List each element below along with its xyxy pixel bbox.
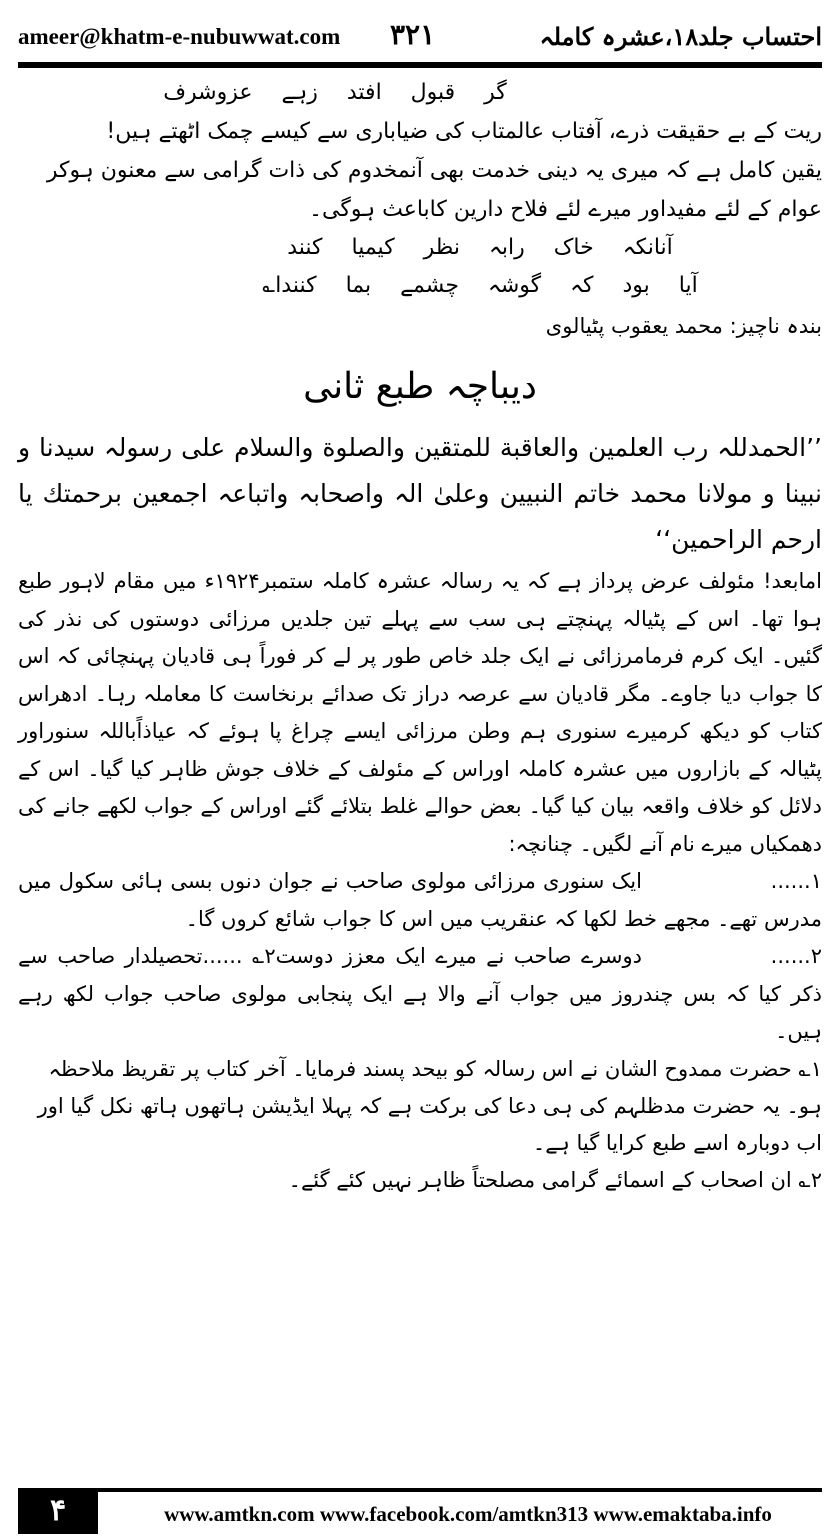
footer-page-number: ۴ [18, 1488, 98, 1534]
author-signature: بندہ ناچیز: محمد یعقوب پٹیالوی [545, 314, 822, 338]
page-footer [18, 1488, 822, 1534]
persian-verse-1: آنانکہ خاک رابہ نظر کیمیا کنند [287, 235, 673, 260]
intro-paragraph-2: یقین کامل ہے کہ میری یہ دینی خدمت بھی آنمخدوم کی ذات گرامی سے معنون ہوکر عوام کے لئے مفیداور میرے لئے فلاح دارین کاباعث ہوگی۔ [46, 158, 822, 222]
header-rule [18, 62, 822, 68]
list-item-2-number: ۲...... [770, 944, 823, 968]
section-heading: دیباچہ طبع ثانی [303, 366, 537, 407]
page-content [18, 74, 822, 1199]
header-book-title: احتساب جلد۱۸،عشرہ کاملہ [539, 22, 822, 51]
section-body-paragraph: امابعد! مئولف عرض پرداز ہے کہ یہ رسالہ عشرہ کاملہ ستمبر۱۹۲۴ء میں مقام لاہور طبع ہوا تھا۔ اس کے پٹیالہ پہنچتے ہی سب سے پہلے تین جلدیں مرزائی دوستوں کی نذر کی گئیں۔ ایک کرم فرمامرزائی نے ایک جلد خاص طور پر لے کر فوراً ہی قادیان پہنچائی کہ اس کا جواب دیا جاوے۔ مگر قادیان سے عرصہ دراز تک صدائے برنخاست کا معاملہ رہا۔ ادھراس کتاب کو دیکھ کرمیرے سنوری ہم وطن مرزائی ایسے چراغ پا ہوئے کہ عیاذاًباللہ سنوراور پٹیالہ کے بازاروں میں عشرہ کاملہ اوراس کے مئولف کے خلاف جوش ظاہر کیا گیا۔ اس کے دلائل کو خلاف واقعہ بیان کیا گیا۔ بعض حوالے غلط بتلائے گئے اوراس کے جواب لکھے جانے کی دھمکیاں میرے نام آنے لگیں۔ چنانچہ: [18, 569, 822, 856]
intro-verse-line: گر قبول افتد زہے عزوشرف [163, 80, 507, 105]
intro-paragraph-1: ریت کے بے حقیقت ذرے، آفتاب عالمتاب کی ضیاباری سے کیسے چمک اٹھتے ہیں! [106, 119, 822, 144]
page-header [18, 18, 822, 58]
footnote-2: ۲؎ ان اصحاب کے اسمائے گرامی مصلحتاً ظاہر نہیں کئے گئے۔ [288, 1167, 822, 1192]
arabic-invocation: ’’الحمدللہ رب العلمین والعاقبة للمتقین والصلوة والسلام علی رسولہ سیدنا و نبینا و مولانا محمد خاتم النبیین وعلیٰ الہ واصحابہ واتباعہ اجمعین برحمتك یا ارحم الراحمین‘‘ [18, 433, 822, 554]
persian-verse-2: آیا بود کہ گوشہ چشمے بما کنندا؎ [262, 273, 698, 298]
list-item-2 [18, 938, 822, 1051]
list-item-1-number: ۱...... [770, 869, 822, 893]
footer-website-links[interactable]: www.amtkn.com www.facebook.com/amtkn313 www.emaktaba.info [114, 1494, 822, 1534]
header-email: ameer@khatm-e-nubuwwat.com [18, 24, 341, 49]
header-page-number: ۳۲۱ [390, 18, 436, 51]
list-item-2-text: دوسرے صاحب نے میرے ایک معزز دوست۲؎ ......تحصیلدار صاحب سے ذکر کیا کہ بس چندروز میں جواب آنے والا ہے ایک پنجابی مولوی صاحب جواب لکھ رہے ہیں۔ [18, 944, 822, 1043]
footnote-1: ۱؎ حضرت ممدوح الشان نے اس رسالہ کو بیحد پسند فرمایا۔ آخر کتاب پر تقریظ ملاحظہ ہو۔ یہ حضرت مدظلہم کی ہی دعا کی برکت ہے کہ پہلا ایڈیشن ہاتھوں ہاتھ نکل گیا اور اب دوبارہ اسے طبع کرایا گیا ہے۔ [37, 1056, 822, 1155]
list-item-1 [18, 863, 822, 938]
list-item-1-text: ایک سنوری مرزائی مولوی صاحب نے جوان دنوں بسی ہائی سکول میں مدرس تھے۔ مجھے خط لکھا کہ عنقریب میں اس کا جواب شائع کروں گا۔ [18, 869, 822, 931]
